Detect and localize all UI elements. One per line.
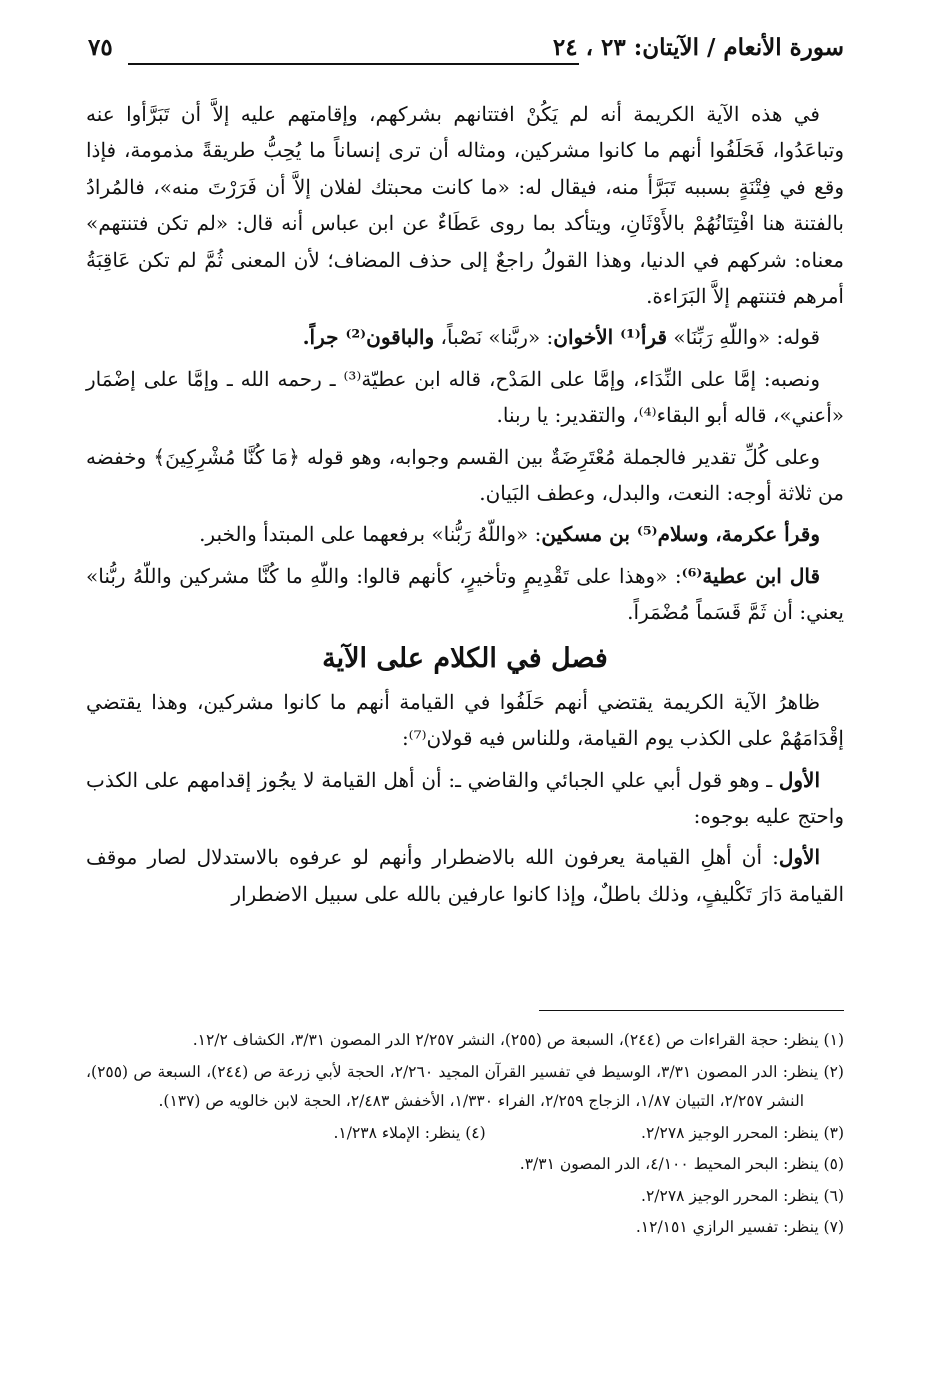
paragraph-1: في هذه الآية الكريمة أنه لم يَكُنْ افتتانهم بشركهم، وإقامتهم عليه إلاَّ أن تَبَرَّأوا عنه وتباعَدُوا، فَحَلَفُوا أنهم ما كانوا مشركين، ومثاله أن ترى إنساناً ما يُحِبُّ طريقةً مذمومة، فإذا وقع في فِتْنَةٍ بسببه تَبَرَّأ منه، فيقال له: «ما كانت محبتك لفلان إلاَّ أن فَرَرْتَ منه»، فالمُرادُ بالفتنة هنا افْتِتَانُهُمْ بالأَوْثَانِ، ويتأكد بما روى عَطَاءٌ عن ابن عباس أنه قال: «لم تكن فتنتهم» معناه: شركهم في الدنيا، وهذا القولُ راجعٌ إلى حذف المضاف؛ لأن المعنى ثُمَّ لم تكن عَاقِبَةُ أمرهم فتنتهم إلاَّ البَرَاءة. (86, 102, 844, 309)
footnote-7: (٧) ينظر: تفسير الرازي ١٢/١٥١. (635, 1218, 844, 1236)
period: . (302, 325, 310, 350)
paragraph-2 (86, 319, 844, 355)
footnote-3: (٣) ينظر: المحرر الوجيز ٢/٢٧٨. (641, 1123, 844, 1142)
running-title: سورة الأنعام / الآيتان: ٢٣ ، ٢٤ (552, 34, 844, 61)
section-heading: فصل في الكلام على الآية (322, 642, 608, 674)
footnote-2: (٢) ينظر: الدر المصون ٣/٣١، الوسيط في تفسير القرآن المجيد ٢/٢٦٠، الحجة لأبي زرعة ص (٢٤٤)، السبعة ص (٢٥٥)، النشر ٢/٢٥٧، التبيان ١/٨٧، الزجاج ٢/٢٥٩، الفراء ١/٣٣٠، الأخفش ٢/٤٨٣، الحجة لابن خالويه ص (١٣٧). (86, 1062, 844, 1110)
point-text-2: : أن أهلِ القيامة يعرفون الله بالاضطرار وأنهم لو عرفوه بالاستدلال لصار موقف القيامة دَارَ تَكْليفٍ، وذلك باطلٌ، وإذا كانوا عارفين بالله على سبيل الاضطرار (86, 845, 844, 906)
page-number: ٧٥ (88, 34, 113, 61)
footnote-5: (٥) ينظر: البحر المحيط ٤/١٠٠، الدر المصون ٣/٣١. (519, 1155, 844, 1173)
reader-label: قرأ⁽¹⁾ الأخوان (553, 325, 667, 350)
quote-text-2: : «وهذا على تَقْدِيمٍ وتأخيرٍ، كأنهم قالوا: واللّهِ ما كُنَّا مشركين واللّهُ ربُّنا» يعني: أن ثَمَّ قَسَماً مُضْمَراً. (86, 563, 844, 625)
reading-text: : «ربَّنا» نَصْباً، (434, 325, 554, 350)
page-header (88, 28, 844, 72)
footnote-4: (٤) ينظر: الإملاء ١/٢٣٨. (333, 1123, 486, 1142)
main-text (86, 96, 844, 917)
paragraph-4: وعلى كُلِّ تقدير فالجملة مُعْتَرِضَةٌ بين القسم وجوابه، وهو قوله ﴿مَا كُنَّا مُشْرِكِينَ﴾ وخفضه من ثلاثة أوجه: النعت، والبدل، وعطف البَيان. (86, 444, 844, 506)
reading-text-2: : «واللّهُ رَبُّنا» برفعهما على المبتدأ والخبر. (199, 522, 542, 547)
footnotes (86, 1026, 844, 1245)
paragraph-7: ظاهرُ الآية الكريمة يقتضي أنهم حَلَفُوا في القيامة أنهم ما كانوا مشركين، وهذا يقتضي إقْدَامَهُمْ على الكذب يوم القيامة، وللناس فيه قولان⁽⁷⁾: (86, 689, 844, 751)
footnote-rule (539, 1010, 844, 1011)
quote-text: قوله: «واللّهِ رَبِّنَا» (667, 325, 820, 350)
reader-label-3: وقرأ عكرمة، وسلام⁽⁵⁾ بن مسكين (541, 522, 820, 547)
paragraph-8 (86, 762, 844, 835)
header-rule (128, 63, 579, 65)
paragraph-9 (86, 839, 844, 912)
paragraph-5 (86, 516, 844, 552)
reader-label-2: والباقون⁽²⁾ جراً (309, 325, 435, 350)
paragraph-6 (86, 558, 844, 631)
paragraph-3: ونصبه: إمَّا على النِّدَاء، وإمَّا على المَدْح، قاله ابن عطيّة⁽³⁾ ـ رحمه الله ـ وإمَّا على إضْمَار «أعني»، قاله أبو البقاء⁽⁴⁾، والتقدير: يا ربنا. (86, 366, 844, 428)
footnote-6: (٦) ينظر: المحرر الوجيز ٢/٢٧٨. (641, 1186, 844, 1205)
footnote-row-3-4 (86, 1119, 844, 1151)
point-label: الأول (778, 767, 820, 792)
footnote-1: (١) ينظر: حجة القراءات ص (٢٤٤)، السبعة ص (٢٥٥)، النشر ٢/٢٥٧ الدر المصون ٣/٣١، الكشاف ١٢/٢. (192, 1031, 844, 1049)
author-label: قال ابن عطية⁽⁶⁾ (681, 563, 821, 588)
point-label-2: الأول (778, 845, 820, 870)
point-text: ـ وهو قول أبي علي الجبائي والقاضي ـ: أن أهل القيامة لا يجُوز إقدامهم على الكذب واحتج عليه بوجوه: (86, 767, 844, 828)
